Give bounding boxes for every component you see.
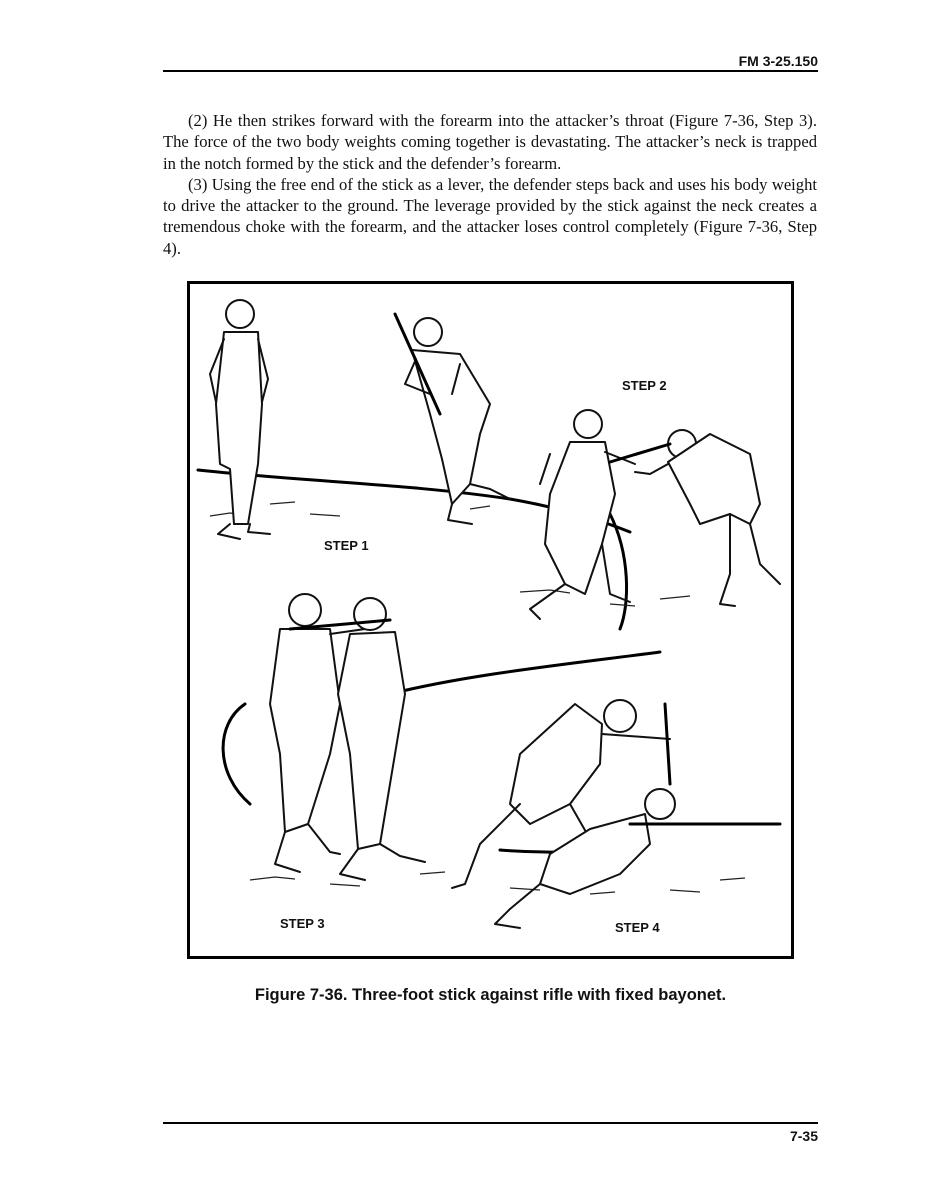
step2-attacker bbox=[610, 430, 780, 606]
body-text bbox=[163, 110, 817, 259]
step-4-label: STEP 4 bbox=[615, 920, 660, 935]
step-3-label: STEP 3 bbox=[280, 916, 325, 931]
figure-7-36 bbox=[187, 281, 794, 959]
step3-arc bbox=[390, 652, 660, 694]
footer-rule bbox=[163, 1122, 818, 1124]
step2-defender bbox=[530, 410, 635, 619]
figure-caption: Figure 7-36. Three-foot stick against rifle with fixed bayonet. bbox=[254, 986, 727, 1004]
page-number: 7-35 bbox=[789, 1128, 818, 1144]
figure-illustration bbox=[190, 284, 791, 956]
paragraph-3: (3) Using the free end of the stick as a lever, the defender steps back and uses his body weight to drive the attacker to the ground. The leverage provided by the stick against the neck creates a tremendous choke with the forearm, and the attacker loses control completely (Figure 7-36, Step 4). bbox=[163, 174, 817, 258]
step-1-label: STEP 1 bbox=[324, 538, 369, 553]
step1-defender bbox=[210, 300, 270, 539]
header-rule bbox=[163, 70, 818, 72]
paragraph-2: (2) He then strikes forward with the forearm into the attacker’s throat (Figure 7-36, Step 3). The force of the two body weights coming together is devastating. The attacker’s neck is trapped in the notch formed by the stick and the defender’s forearm. bbox=[163, 111, 817, 173]
step3-left-arc bbox=[223, 704, 250, 804]
step-2-label: STEP 2 bbox=[622, 378, 667, 393]
step1-attacker bbox=[395, 314, 510, 524]
document-id: FM 3-25.150 bbox=[738, 53, 818, 69]
